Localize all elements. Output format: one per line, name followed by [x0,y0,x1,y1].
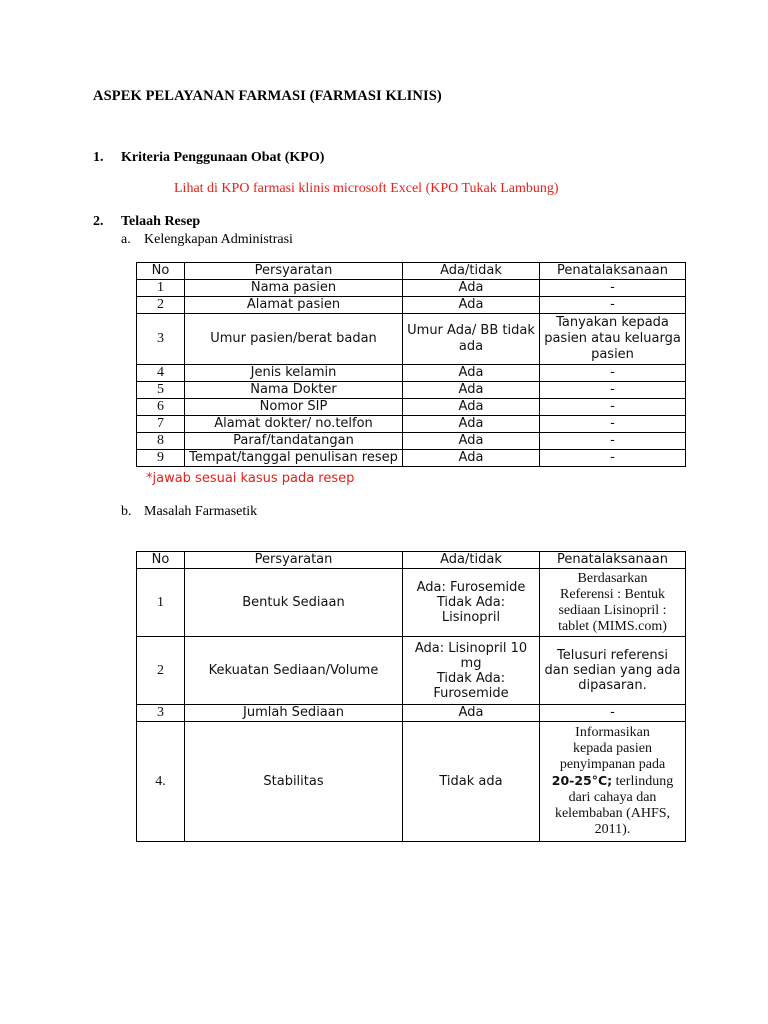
table-row [137,365,686,382]
temperature-range: 20-25°C; [551,773,613,788]
table-row [137,433,686,450]
section-2-number: 2. [93,214,104,229]
section-2-heading [93,214,200,230]
cell-persyaratan: Umur pasien/berat badan [185,314,403,365]
cell-line: Telusuri referensi [557,648,668,663]
cell-penatalaksanaan: - [540,399,686,416]
cell-line: Tidak Ada: [436,670,506,686]
table-header-row [137,263,686,280]
kpo-note: Lihat di KPO farmasi klinis microsoft Excel (KPO Tukak Lambung) [174,181,559,196]
cell-ada-tidak [403,569,540,637]
cell-ada-tidak: Umur Ada/ BB tidak ada [403,314,540,365]
cell-no: 3 [137,314,185,365]
table-1-note: *jawab sesuai kasus pada resep [146,471,355,486]
header-no: No [137,552,185,569]
section-1-heading [93,150,324,166]
subsection-a-label: Kelengkapan Administrasi [144,232,293,247]
cell-line: Ada: Lisinopril 10 [414,640,528,656]
header-ada-tidak: Ada/tidak [403,263,540,280]
farmasetik-table [136,551,686,842]
cell-penatalaksanaan: Tanyakan kepada pasien atau keluarga pasien [540,314,686,365]
cell-no: 7 [137,416,185,433]
subsection-b-heading [121,504,257,520]
cell-no: 9 [137,450,185,467]
cell-line: tablet (MIMS.com) [558,618,667,634]
cell-line: Tidak Ada: [436,595,506,610]
cell-line: dan sedian yang ada [544,663,681,678]
table-row [137,705,686,722]
cell-ada-tidak: Ada [403,705,540,722]
subsection-a-heading [121,232,293,248]
cell-line: Furosemide [433,685,509,701]
cell-ada-tidak: Ada [403,382,540,399]
cell-line: 2011). [594,822,631,837]
header-ada-tidak: Ada/tidak [403,552,540,569]
cell-penatalaksanaan: - [540,433,686,450]
cell-ada-tidak: Ada [403,416,540,433]
cell-persyaratan: Nama Dokter [185,382,403,399]
table-row [137,722,686,842]
cell-ada-tidak: Ada [403,450,540,467]
header-persyaratan: Persyaratan [185,552,403,569]
table-row [137,569,686,637]
cell-persyaratan: Alamat pasien [185,297,403,314]
table-row [137,280,686,297]
cell-persyaratan: Jumlah Sediaan [185,705,403,722]
cell-persyaratan: Alamat dokter/ no.telfon [185,416,403,433]
subsection-b-label: Masalah Farmasetik [144,504,258,519]
table-row [137,416,686,433]
cell-line: dari cahaya dan [568,790,657,805]
cell-line-tail: terlindung [612,774,674,789]
section-1-number: 1. [93,150,104,165]
cell-penatalaksanaan [540,569,686,637]
cell-penatalaksanaan: - [540,297,686,314]
cell-persyaratan: Bentuk Sediaan [185,569,403,637]
cell-persyaratan: Nama pasien [185,280,403,297]
header-persyaratan: Persyaratan [185,263,403,280]
cell-ada-tidak: Ada [403,280,540,297]
cell-persyaratan: Kekuatan Sediaan/Volume [185,637,403,705]
cell-line: Informasikan [575,725,650,740]
cell-penatalaksanaan: - [540,450,686,467]
table-row [137,450,686,467]
cell-line: mg [460,655,482,671]
administrasi-table [136,262,686,467]
table-header-row [137,552,686,569]
cell-ada-tidak: Ada [403,365,540,382]
cell-penatalaksanaan: - [540,705,686,722]
cell-no: 3 [137,705,185,722]
cell-no: 8 [137,433,185,450]
section-2-label: Telaah Resep [121,214,201,229]
header-penatalaksanaan: Penatalaksanaan [540,263,686,280]
header-penatalaksanaan: Penatalaksanaan [540,552,686,569]
table-row [137,637,686,705]
cell-ada-tidak: Ada [403,433,540,450]
cell-no: 5 [137,382,185,399]
cell-persyaratan: Jenis kelamin [185,365,403,382]
cell-ada-tidak: Ada [403,297,540,314]
cell-penatalaksanaan [540,637,686,705]
subsection-b-number: b. [121,504,132,519]
cell-ada-tidak: Tidak ada [403,722,540,842]
cell-line: kelembaban (AHFS, [554,806,671,821]
cell-line: Lisinopril [441,610,501,625]
cell-ada-tidak: Ada [403,399,540,416]
cell-no: 1 [137,280,185,297]
cell-penatalaksanaan: - [540,280,686,297]
cell-penatalaksanaan: - [540,365,686,382]
cell-line: kepada pasien [573,741,652,756]
header-no: No [137,263,185,280]
page-title: ASPEK PELAYANAN FARMASI (FARMASI KLINIS) [93,88,442,104]
section-1-label: Kriteria Penggunaan Obat (KPO) [121,150,325,165]
table-row [137,297,686,314]
cell-penatalaksanaan: - [540,382,686,399]
cell-no: 6 [137,399,185,416]
cell-line: Ada: Furosemide [416,580,526,595]
cell-persyaratan: Paraf/tandatangan [185,433,403,450]
cell-line [543,773,682,790]
cell-no: 4 [137,365,185,382]
cell-line: Berdasarkan [577,570,648,586]
cell-no: 4. [137,722,185,842]
cell-penatalaksanaan [540,722,686,842]
table-row [137,314,686,365]
cell-persyaratan: Stabilitas [185,722,403,842]
cell-line: sediaan Lisinopril : [558,602,667,618]
cell-no: 1 [137,569,185,637]
cell-ada-tidak [403,637,540,705]
cell-persyaratan: Nomor SIP [185,399,403,416]
cell-no: 2 [137,297,185,314]
cell-line: dipasaran. [578,678,647,693]
cell-penatalaksanaan: - [540,416,686,433]
cell-no: 2 [137,637,185,705]
cell-persyaratan: Tempat/tanggal penulisan resep [185,450,403,467]
cell-line: Referensi : Bentuk [560,586,665,602]
cell-line: penyimpanan pada [559,757,666,772]
table-row [137,382,686,399]
subsection-a-number: a. [121,232,131,247]
table-row [137,399,686,416]
